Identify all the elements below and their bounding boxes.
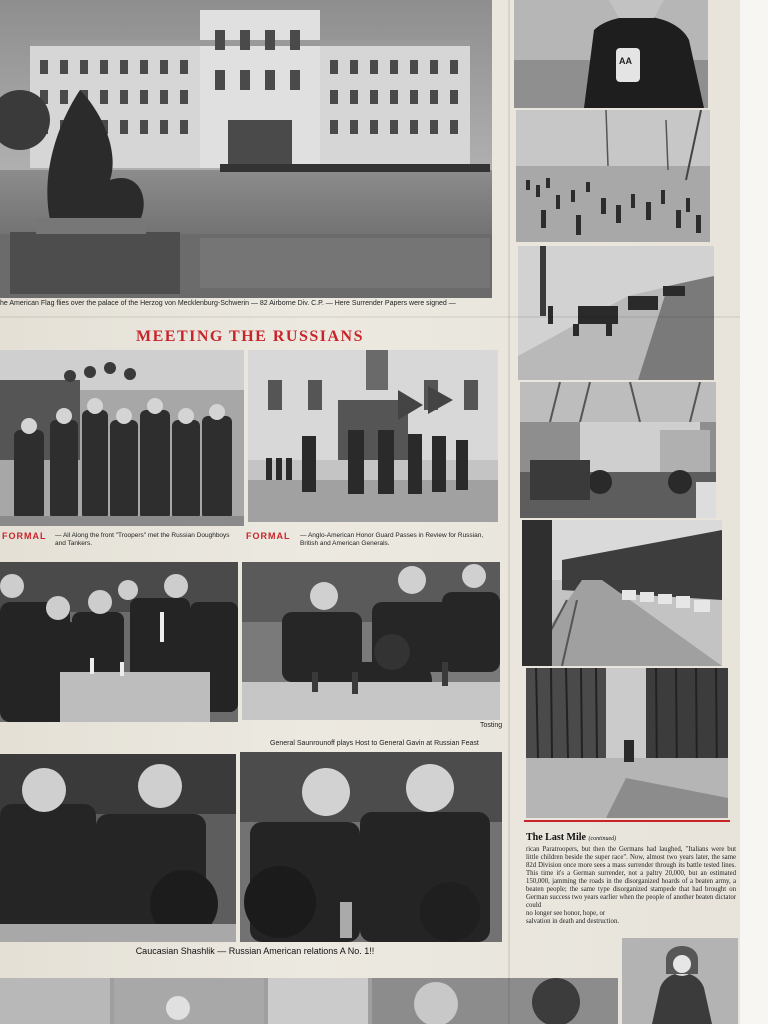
article-body-narrow: no longer see honor, hope, or salvation in death and destruction.	[526, 910, 620, 925]
trucks-photo	[520, 382, 716, 518]
svg-text:AA: AA	[619, 56, 632, 66]
shashlik-caption: Caucasian Shashlik — Russian American relations A No. 1!!	[135, 946, 375, 956]
formal-left-tag: FORMAL	[2, 531, 47, 541]
feast-caption: General Saunrounoff plays Host to General Gavin at Russian Feast	[270, 740, 479, 747]
forest-road-photo	[526, 668, 728, 818]
bottom-strip-photo	[0, 978, 618, 1024]
palace-photo	[0, 0, 492, 298]
formal-right-text: — Anglo-American Honor Guard Passes in Review for Russian, British and American Generals.	[300, 532, 484, 547]
shashlik-left-photo	[0, 754, 236, 942]
horses-photo	[522, 520, 722, 666]
toasting-photo	[0, 562, 238, 722]
formal-right-tag: FORMAL	[246, 531, 291, 541]
march-photo	[516, 110, 710, 242]
feast-photo	[242, 562, 500, 720]
paratrooper-photo	[514, 0, 708, 108]
toasting-caption: Tosting	[480, 722, 503, 729]
fold-line-horizontal	[0, 316, 740, 318]
shashlik-right-photo	[240, 752, 502, 942]
article-body	[526, 846, 736, 926]
article-rule	[524, 820, 730, 822]
headline: MEETING THE RUSSIANS	[136, 328, 364, 345]
palace-caption: he American Flag flies over the palace of the Herzog von Mecklenburg-Schwerin — 82 Airborne Div. C.P. — Here Surrender Papers were signed —	[0, 300, 456, 307]
article-title	[526, 832, 616, 843]
page-edge	[740, 0, 768, 1024]
article-title-text: The Last Mile	[526, 832, 586, 843]
girl-photo	[622, 938, 738, 1024]
formal-left-text: — All Along the front "Troopers" met the Russian Doughboys and Tankers.	[55, 532, 230, 547]
article-body-text: rican Paratroopers, but then the Germans had laughed, "Italians were but little children beside the super race". Now, almost two years later, the same 82d Division once more sees a mass surrender through its battle tested lines. This time it's a German surrender, not a paltry 20,000, but an estimated 150,000, jamming the roads in the disorganized hoards of a beaten army, a beaten people; the same type disorganized stampede that had brought on German success two years earlier when the people of another beaten dictator could	[526, 846, 736, 909]
honor-guard-photo	[248, 350, 498, 522]
troopers-photo	[0, 350, 244, 526]
wagons-photo	[518, 246, 714, 380]
fold-line-vertical	[508, 0, 510, 1024]
article-continued: (continued)	[588, 836, 617, 842]
